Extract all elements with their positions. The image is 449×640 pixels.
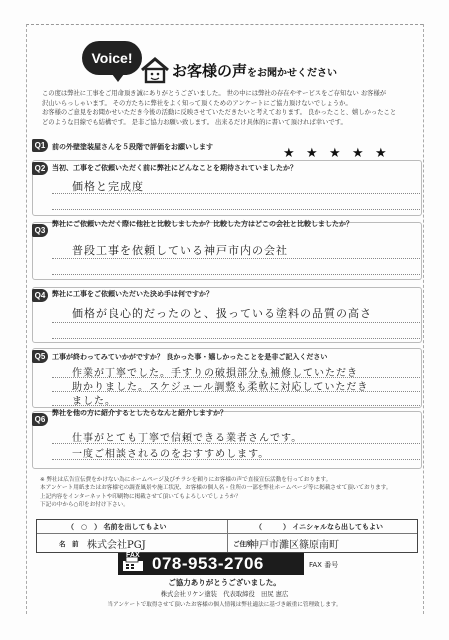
question-text: 弊社を他の方に紹介するとしたらなんと紹介しますか？ [52, 409, 227, 417]
question-number-badge: Q6 [32, 413, 48, 426]
question-number-badge: Q5 [32, 350, 48, 363]
question-text: 工事が終わってみていかがですか？ 良かった事・嬉しかったことを是非ご記入ください [52, 353, 328, 361]
intro-line: 沢山いらっしゃいます。 その方たちに弊社をよく知って頂くためのアンケートにご協力頂けないでしょうか。 [42, 99, 352, 107]
question-4 [32, 289, 420, 339]
intro-text [42, 89, 410, 127]
rating-stars[interactable] [283, 142, 398, 161]
question-number-badge: Q4 [32, 289, 48, 302]
answer-line [52, 209, 420, 210]
company-name: 株式会社リケン塗装 代表取締役 田尻 憲広 [160, 591, 289, 598]
intro-line: お客様のご意見をお聞かせいただき今後の活動に反映させていただきたいと考えております。 良かったこと、嬉しかったこと [42, 109, 397, 116]
page-title [172, 60, 337, 81]
house-icon [140, 55, 170, 85]
right-dashed-border [423, 24, 424, 614]
question-text: 弊社にご依頼いただく際に他社と比較しましたか？比較した方はどこの会社と比較しましたか？ [52, 220, 353, 228]
left-dashed-border [26, 24, 27, 614]
question-3 [32, 220, 420, 276]
question-5 [32, 350, 420, 407]
fax-number: 078-953-2706 [152, 554, 264, 573]
answer-handwriting[interactable]: 仕事がとても丁寧で信頼できる業者さんです。 [72, 433, 303, 444]
question-number-badge: Q1 [32, 139, 48, 152]
answer-handwriting[interactable]: 価格が良心的だったのと、扱っている塗料の品質の高さ [72, 307, 372, 320]
star-icon[interactable]: ★ [375, 146, 387, 161]
title-main: お客様の声 [172, 62, 248, 80]
address-label: ご住所 [233, 540, 253, 548]
top-dashed-border [26, 24, 423, 25]
note-line: 上記内容をインターネットや印刷物に掲載させて頂いてもよろしいでしょうか？ [40, 493, 241, 500]
star-icon[interactable]: ★ [329, 146, 341, 161]
option-initial-ok[interactable]: （ ） イニシャルなら出してもよい [255, 523, 384, 531]
note-line: 本アンケート用紙またはお客様宅の調査風景や施工状況、お客様の個人名・住所の一部を弊社ホームページ等に掲載させて頂いております。 [40, 485, 392, 492]
question-number-badge: Q2 [32, 162, 48, 175]
answer-handwriting[interactable]: 作業が丁寧でした。手すりの破損部分も補修していただき [72, 368, 358, 379]
box-divider [227, 520, 228, 552]
fax-label: FAX [126, 552, 140, 559]
title-suffix: をお聞かせください [247, 68, 338, 79]
answer-line [52, 274, 420, 275]
answer-handwriting[interactable]: ました。 [72, 396, 116, 407]
intro-line: どのような目線でも結構です。 是非ご協力お願い致します。 出来るだけ具体的に書いて頂ければ幸いです。 [42, 118, 347, 126]
note-line: 下記の中から○印をお付け下さい。 [40, 502, 129, 509]
intro-line: この度は弊社に工事をご用命頂き誠にありがとうございました。 世の中には弊社の存在やサービスをご存知ない お客様が [42, 90, 387, 97]
answer-handwriting[interactable]: 普段工事を依頼している神戸市内の会社 [72, 244, 288, 257]
voice-speech-bubble: Voice! [82, 41, 142, 75]
answer-line [52, 258, 420, 259]
answer-line [52, 338, 420, 339]
option-name-ok[interactable]: （ ○ ） 名前を出してもよい [67, 523, 167, 531]
consent-name-box [36, 519, 418, 553]
answer-line [52, 322, 420, 323]
star-icon[interactable]: ★ [283, 146, 295, 161]
star-icon[interactable]: ★ [352, 146, 364, 161]
address-field[interactable]: 神戸市灘区篠原南町 [249, 540, 339, 551]
question-2 [32, 162, 420, 212]
question-text: 弊社に工事をご依頼いただいた決め手は何ですか？ [52, 290, 213, 298]
question-number-badge: Q3 [32, 224, 48, 237]
question-text: 当初、工事をご依頼いただく前に弊社にどんなことを期待されていましたか？ [52, 164, 297, 172]
privacy-disclaimer: 当アンケートで取得させて頂いたお客様の個人情報は弊社適法に基づき厳重に管理致します。 [107, 602, 342, 608]
fax-banner [118, 553, 304, 575]
name-field[interactable]: 株式会社PGJ [87, 540, 146, 551]
star-icon[interactable]: ★ [306, 146, 318, 161]
question-text: 前の外壁塗装屋さんを５段階で評価をお願いします [52, 143, 213, 151]
question-6 [32, 409, 420, 465]
answer-handwriting[interactable]: 価格と完成度 [72, 180, 144, 193]
consent-notes [40, 476, 420, 510]
fax-suffix-label: FAX 番号 [309, 561, 339, 569]
note-line: ※ 弊社は広告宣伝費をかけない為にホームページ及びチラシを頼りにお客様の声で直接宣伝活動を行っております。 [40, 477, 332, 483]
answer-handwriting[interactable]: 助かりました。スケジュール調整も柔軟に対応していただき [72, 382, 369, 393]
thanks-message: ご協力ありがとうございました。 [168, 578, 281, 587]
name-label: 名 前 [59, 540, 79, 548]
answer-handwriting[interactable]: 一度ご相談されるのをおすすめします。 [72, 449, 270, 460]
